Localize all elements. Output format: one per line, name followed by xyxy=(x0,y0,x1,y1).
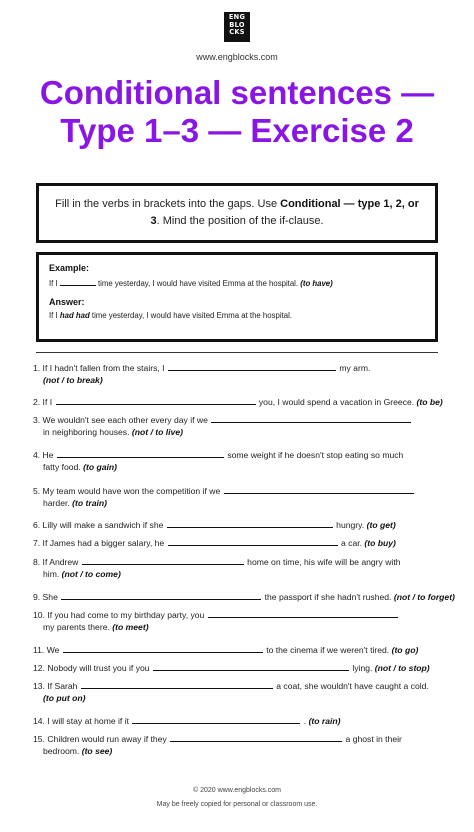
example-label: Example: xyxy=(49,263,90,273)
question-text: 15. Children would run away if they xyxy=(33,734,170,744)
question-9 xyxy=(33,590,455,603)
question-text: 9. She xyxy=(33,592,61,602)
verb-hint: (not / to break) xyxy=(43,375,103,385)
example-hint: (to have) xyxy=(300,279,333,288)
question-15 xyxy=(33,732,443,757)
engblocks-logo xyxy=(224,12,250,42)
instructions-text: . Mind the position of the if-clause. xyxy=(156,214,324,227)
answer-gap[interactable] xyxy=(153,661,349,671)
question-text: 13. If Sarah xyxy=(33,681,80,691)
answer-gap[interactable] xyxy=(208,608,398,618)
question-text: a coat, she wouldn't have caught a cold. xyxy=(273,681,429,691)
answer-gap[interactable] xyxy=(81,679,273,689)
question-text: . xyxy=(301,716,309,726)
instructions-text: Fill in the verbs in brackets into the gaps. Use xyxy=(55,198,281,210)
question-14 xyxy=(33,714,443,727)
footer-license: May be freely copied for personal or classroom use. xyxy=(156,801,318,808)
question-3 xyxy=(33,413,443,438)
question-text: harder. xyxy=(43,498,73,508)
question-text: a car. xyxy=(338,538,365,548)
question-text: 6. Lilly will make a sandwich if she xyxy=(33,520,166,530)
verb-hint: (not / to stop) xyxy=(374,663,430,673)
question-5 xyxy=(33,484,443,509)
question-6 xyxy=(33,518,443,531)
answer-filled: had had xyxy=(59,311,90,320)
question-text: 3. We wouldn't see each other every day if we xyxy=(33,415,211,425)
question-text: bedroom. xyxy=(43,746,82,756)
question-text: 4. He xyxy=(33,450,56,460)
answer-text: If I xyxy=(49,311,60,320)
question-4 xyxy=(33,448,443,473)
example-gap xyxy=(60,277,96,286)
logo-text: ENG xyxy=(228,13,246,21)
instructions-box xyxy=(36,183,438,243)
question-13 xyxy=(33,679,443,704)
question-text: my arm. xyxy=(336,363,371,373)
answer-gap[interactable] xyxy=(168,536,338,546)
answer-sentence xyxy=(49,311,425,321)
verb-hint: (to get) xyxy=(366,520,396,530)
logo-text: CKS xyxy=(229,28,245,37)
verb-hint: (to train) xyxy=(72,498,108,508)
answer-gap[interactable] xyxy=(56,395,256,405)
question-text: 8. If Andrew xyxy=(33,557,81,567)
example-text: If I xyxy=(49,279,60,288)
verb-hint: (to put on) xyxy=(43,693,86,703)
question-text: you, I would spend a vacation in Greece. xyxy=(256,397,417,407)
question-text: 1. If I hadn't fallen from the stairs, I xyxy=(33,363,167,373)
question-1 xyxy=(33,361,443,386)
site-url[interactable]: www.engblocks.com xyxy=(196,52,278,62)
answer-text: time yesterday, I would have visited Emma at the hospital. xyxy=(89,311,292,320)
question-text: 12. Nobody will trust you if you xyxy=(33,663,152,673)
verb-hint: (to meet) xyxy=(112,622,149,632)
title-line-2: Type 1–3 — Exercise 2 xyxy=(60,112,414,149)
answer-label: Answer: xyxy=(49,297,85,307)
question-text: 10. If you had come to my birthday party, you xyxy=(33,610,207,620)
verb-hint: (to buy) xyxy=(364,538,396,548)
answer-gap[interactable] xyxy=(82,555,244,565)
question-text: my parents there. xyxy=(43,622,113,632)
question-text: home on time, his wife will be angry with xyxy=(244,557,401,567)
title-line-1: Conditional sentences — xyxy=(39,74,435,111)
question-12 xyxy=(33,661,443,674)
page-title xyxy=(0,74,474,150)
question-text: a ghost in their xyxy=(343,734,402,744)
question-text: lying. xyxy=(349,663,375,673)
question-text: him. xyxy=(43,569,62,579)
question-text: the passport if she hadn't rushed. xyxy=(262,592,394,602)
question-text: hungry. xyxy=(333,520,367,530)
question-11 xyxy=(33,643,443,656)
question-text: some weight if he doesn't stop eating so much xyxy=(224,450,404,460)
answer-gap[interactable] xyxy=(63,643,263,653)
verb-hint: (to go) xyxy=(391,645,419,655)
question-2 xyxy=(33,395,443,408)
example-text: time yesterday, I would have visited Emma at the hospital. xyxy=(95,279,301,288)
question-text: fatty food. xyxy=(43,462,84,472)
verb-hint: (to gain) xyxy=(83,462,118,472)
verb-hint: (to see) xyxy=(81,746,113,756)
question-text: 5. My team would have won the competition if we xyxy=(33,486,223,496)
answer-gap[interactable] xyxy=(167,518,333,528)
divider xyxy=(36,352,438,353)
example-sentence xyxy=(49,277,425,289)
verb-hint: (not / to come) xyxy=(61,569,121,579)
footer-copyright: © 2020 www.engblocks.com xyxy=(192,787,282,794)
question-text: 2. If I xyxy=(33,397,55,407)
answer-gap[interactable] xyxy=(224,484,414,494)
question-text: to the cinema if we weren't tired. xyxy=(263,645,392,655)
instructions-emphasis: Conditional — type 1, 2, or 3 xyxy=(150,198,419,227)
answer-gap[interactable] xyxy=(211,413,411,423)
verb-hint: (to rain) xyxy=(308,716,341,726)
answer-gap[interactable] xyxy=(168,361,336,371)
question-text: in neighboring houses. xyxy=(43,427,132,437)
example-box xyxy=(36,252,438,342)
answer-gap[interactable] xyxy=(132,714,300,724)
question-text: 14. I will stay at home if it xyxy=(33,716,132,726)
answer-gap[interactable] xyxy=(57,448,224,458)
logo-text: BLO xyxy=(229,20,245,29)
question-8 xyxy=(33,555,443,580)
question-10 xyxy=(33,608,443,633)
verb-hint: (to be) xyxy=(416,397,443,407)
verb-hint: (not / to live) xyxy=(131,427,183,437)
verb-hint: (not / to forget) xyxy=(393,592,455,602)
question-7 xyxy=(33,536,443,549)
answer-gap[interactable] xyxy=(61,590,261,600)
answer-gap[interactable] xyxy=(170,732,342,742)
question-text: 11. We xyxy=(33,645,62,655)
question-text: 7. If James had a bigger salary, he xyxy=(33,538,167,548)
